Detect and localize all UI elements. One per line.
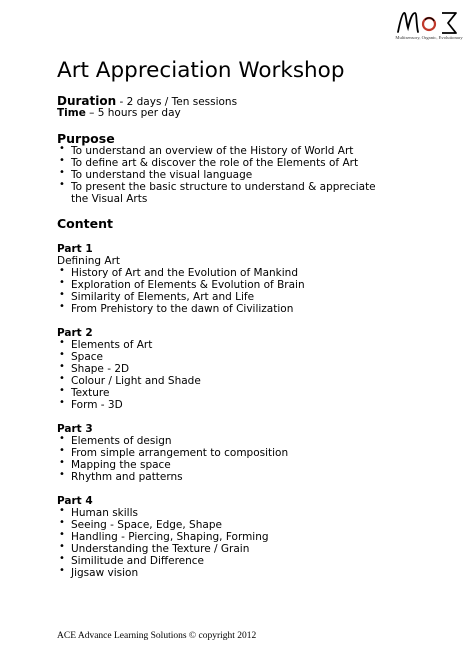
part-2-heading: Part 2 xyxy=(57,327,93,339)
list-item: • Similarity of Elements, Art and Life xyxy=(57,291,305,303)
list-item: • Seeing - Space, Edge, Shape xyxy=(57,519,269,531)
list-item: • Elements of Art xyxy=(57,339,201,351)
part-3-heading: Part 3 xyxy=(57,423,93,435)
list-item: • Shape - 2D xyxy=(57,363,201,375)
list-item: • Texture xyxy=(57,387,201,399)
list-item: • Similitude and Difference xyxy=(57,555,269,567)
copyright-footer: ACE Advance Learning Solutions © copyright 2012 xyxy=(57,631,257,641)
content-heading: Content xyxy=(57,216,113,231)
list-item: • Understanding the Texture / Grain xyxy=(57,543,269,555)
time-value: – 5 hours per day xyxy=(85,107,181,119)
logo-tagline: Multisensory, Organic, Evolutionary xyxy=(395,35,463,40)
list-item: • Form - 3D xyxy=(57,399,201,411)
list-item: • Colour / Light and Shade xyxy=(57,375,201,387)
part-2-list xyxy=(57,339,201,411)
page-title: Art Appreciation Workshop xyxy=(57,58,345,83)
part-4-list xyxy=(57,507,269,579)
duration-label: Duration xyxy=(57,94,117,108)
list-item: • Rhythm and patterns xyxy=(57,471,288,483)
list-item: • History of Art and the Evolution of Mankind xyxy=(57,267,305,279)
part-1-subtitle: Defining Art xyxy=(57,255,121,267)
duration-value: - 2 days / Ten sessions xyxy=(116,96,238,108)
time-label: Time xyxy=(57,107,86,119)
part-1-heading: Part 1 xyxy=(57,243,93,255)
list-item: • Elements of design xyxy=(57,435,288,447)
list-item: • Exploration of Elements & Evolution of Brain xyxy=(57,279,305,291)
purpose-heading: Purpose xyxy=(57,131,115,146)
list-item: • Mapping the space xyxy=(57,459,288,471)
list-item: • Jigsaw vision xyxy=(57,567,269,579)
part-4-heading: Part 4 xyxy=(57,495,93,507)
list-item: • To understand an overview of the History of World Art xyxy=(57,145,391,157)
list-item: • Human skills xyxy=(57,507,269,519)
list-item: • To understand the visual language xyxy=(57,169,391,181)
time-line xyxy=(57,107,181,119)
part-1-list xyxy=(57,267,305,315)
part-3-list xyxy=(57,435,288,483)
purpose-list xyxy=(57,145,391,205)
list-item: • From simple arrangement to composition xyxy=(57,447,288,459)
list-item: • Handling - Piercing, Shaping, Forming xyxy=(57,531,269,543)
list-item: • From Prehistory to the dawn of Civilization xyxy=(57,303,305,315)
list-item: • To define art & discover the role of the Elements of Art xyxy=(57,157,391,169)
list-item: • Space xyxy=(57,351,201,363)
list-item: • To present the basic structure to understand & appreciate the Visual Arts xyxy=(57,181,391,205)
